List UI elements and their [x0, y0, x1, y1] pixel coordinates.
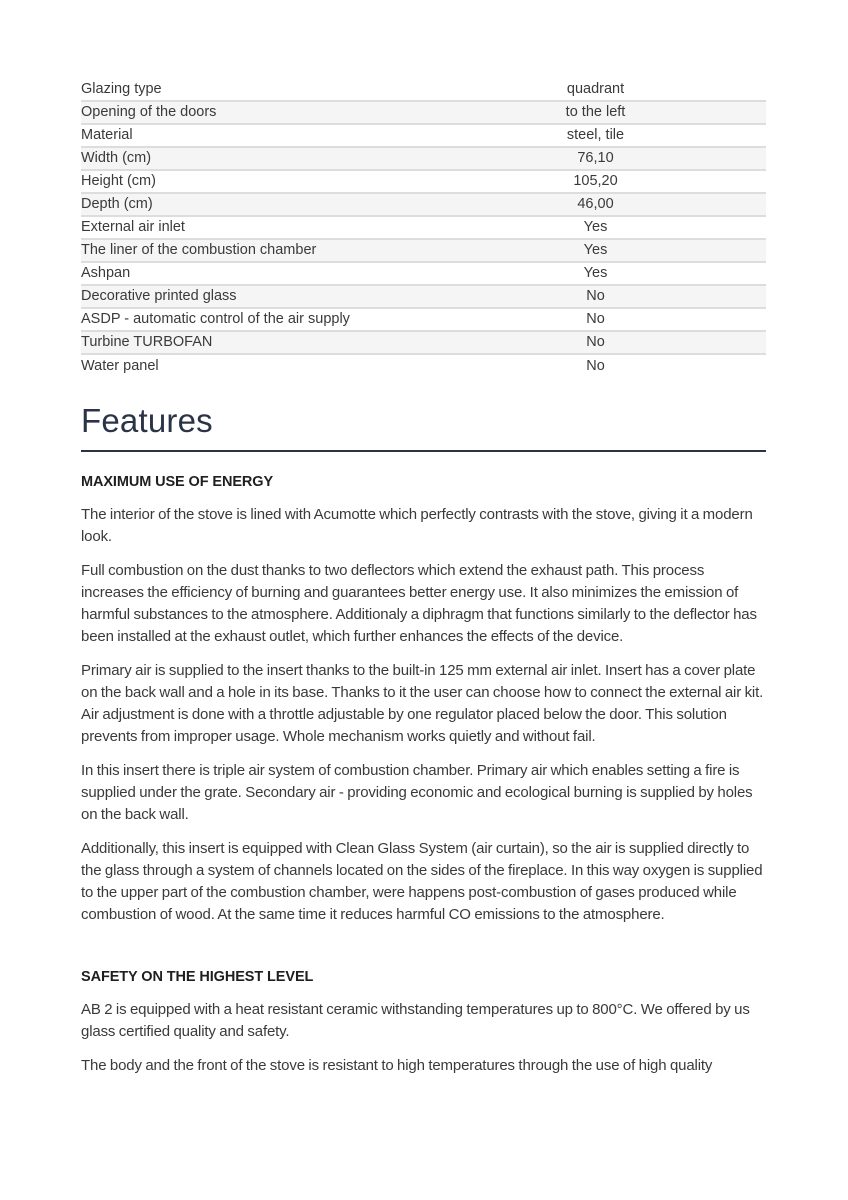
spec-row [81, 170, 766, 193]
spec-value: Yes [583, 219, 608, 235]
spec-label: Decorative printed glass [81, 288, 237, 304]
feature-heading: MAXIMUM USE OF ENERGY [81, 474, 274, 490]
spec-label: Width (cm) [81, 150, 152, 166]
spec-row [81, 78, 766, 101]
spec-value: quadrant [566, 80, 625, 97]
feature-section-energy [81, 472, 766, 926]
feature-paragraph: Additionally, this insert is equipped with Clean Glass System (air curtain), so the air is supplied directly to the glass through a system of channels located on the sides of the fireplace. In this way oxygen is supplied to the upper part of the combustion chamber, were happens post-combustion of gases produced while combustion of wood. At the same time it reduces harmful CO emissions to the atmosphere. [81, 840, 763, 923]
spec-label: Turbine TURBOFAN [81, 334, 213, 350]
features-divider [81, 450, 766, 452]
specifications-table [81, 78, 766, 377]
feature-paragraph: AB 2 is equipped with a heat resistant ceramic withstanding temperatures up to 800°C. We offered by us glass certified quality and safety. [81, 1001, 750, 1040]
spec-row [81, 216, 766, 239]
spec-row [81, 124, 766, 147]
feature-paragraph: In this insert there is triple air system of combustion chamber. Primary air which enables setting a fire is supplied under the grate. Secondary air - providing economic and ecological burning is supplied by holes on the back wall. [81, 762, 753, 823]
spec-label: External air inlet [81, 219, 185, 235]
spec-value: 46,00 [577, 196, 614, 212]
spec-row [81, 308, 766, 331]
spec-label: Opening of the doors [81, 104, 217, 120]
spec-label: The liner of the combustion chamber [81, 242, 317, 258]
spec-label: ASDP - automatic control of the air supply [81, 311, 350, 327]
spec-label: Height (cm) [81, 173, 156, 189]
spec-row [81, 354, 766, 377]
spec-value: steel, tile [566, 127, 625, 143]
feature-paragraph: The body and the front of the stove is resistant to high temperatures through the use of high quality [81, 1057, 713, 1074]
spec-row [81, 193, 766, 216]
spec-label: Depth (cm) [81, 196, 153, 212]
feature-paragraph: Full combustion on the dust thanks to two deflectors which extend the exhaust path. This process increases the efficiency of burning and guarantees better energy use. It also minimizes the emission of harmful substances to the atmosphere. Additionaly a diphragm that functions similarly to the deflector has been installed at the exhaust outlet, which further enhances the effects of the device. [81, 562, 757, 645]
spec-value: to the left [565, 104, 626, 120]
spec-label: Glazing type [81, 80, 162, 97]
spec-value: No [586, 311, 605, 327]
spec-row [81, 147, 766, 170]
feature-heading: SAFETY ON THE HIGHEST LEVEL [81, 969, 314, 985]
spec-value: 76,10 [577, 150, 614, 166]
spec-value: No [586, 357, 605, 374]
spec-label: Water panel [81, 357, 159, 374]
feature-paragraph: The interior of the stove is lined with Acumotte which perfectly contrasts with the stove, giving it a modern look. [81, 506, 753, 545]
spec-value: Yes [583, 242, 608, 258]
spec-label: Ashpan [81, 265, 131, 281]
spec-row [81, 101, 766, 124]
spec-label: Material [81, 127, 133, 143]
spec-row [81, 239, 766, 262]
spec-value: No [586, 334, 605, 350]
spec-row [81, 331, 766, 354]
spec-value: 105,20 [573, 173, 618, 189]
features-title: Features [81, 402, 213, 439]
spec-row [81, 285, 766, 308]
feature-section-safety [81, 967, 766, 1077]
spec-row [81, 262, 766, 285]
spec-value: Yes [583, 265, 608, 281]
spec-value: No [586, 288, 605, 304]
feature-paragraph: Primary air is supplied to the insert thanks to the built-in 125 mm external air inlet. Insert has a cover plate on the back wall and a hole in its base. Thanks to it the user can choose how to connect the external air kit. Air adjustment is done with a throttle adjustable by one regulator placed below the door. This solution prevents from improper usage. Whole mechanism works quietly and without fail. [81, 662, 764, 745]
page-content [81, 78, 766, 1077]
